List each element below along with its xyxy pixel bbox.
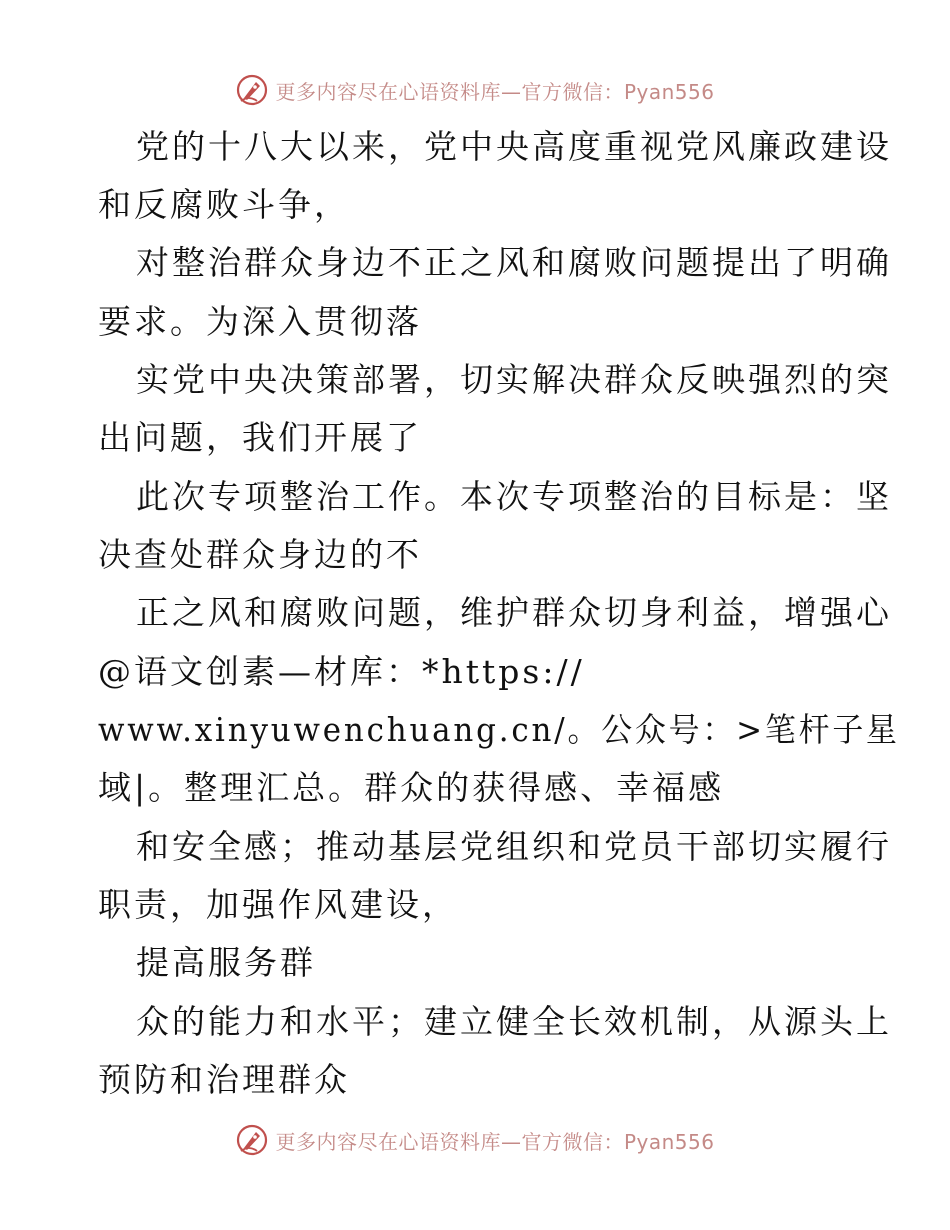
paragraph-line: 此次专项整治工作。本次专项整治的目标是：坚: [136, 477, 892, 516]
paragraph-line: 要求。为深入贯彻落: [98, 302, 422, 341]
header-watermark-text: 更多内容尽在心语资料库—官方微信：Pyan556: [275, 79, 715, 104]
paragraph-line: 和反腐败斗争，: [98, 185, 350, 224]
paragraph-line: 出问题，我们开展了: [98, 418, 422, 457]
paragraph-line: 正之风和腐败问题，维护群众切身利益，增强心: [136, 593, 892, 632]
paragraph-line: 职责，加强作风建设，: [98, 885, 458, 924]
paragraph-line: 对整治群众身边不正之风和腐败问题提出了明确: [136, 243, 892, 282]
footer-watermark-banner: [0, 1120, 950, 1160]
paragraph-line: www.xinyuwenchuang.cn/。公众号：>笔杆子星: [98, 710, 900, 749]
pen-nib-icon: [235, 1123, 269, 1157]
paragraph-line: @语文创素—材库：*https://: [98, 652, 585, 691]
paragraph-line: 决查处群众身边的不: [98, 535, 422, 574]
paragraph-line: 众的能力和水平；建立健全长效机制，从源头上: [136, 1002, 892, 1041]
paragraph-line: 和安全感；推动基层党组织和党员干部切实履行: [136, 827, 892, 866]
paragraph-line: 党的十八大以来，党中央高度重视党风廉政建设: [136, 127, 892, 166]
paragraph-line: 实党中央决策部署，切实解决群众反映强烈的突: [136, 360, 892, 399]
paragraph-line: 提高服务群: [136, 943, 316, 982]
paragraph-line: 域|。整理汇总。群众的获得感、幸福感: [98, 768, 725, 807]
footer-watermark-text: 更多内容尽在心语资料库—官方微信：Pyan556: [275, 1129, 715, 1154]
paragraph-line: 预防和治理群众: [98, 1060, 350, 1099]
